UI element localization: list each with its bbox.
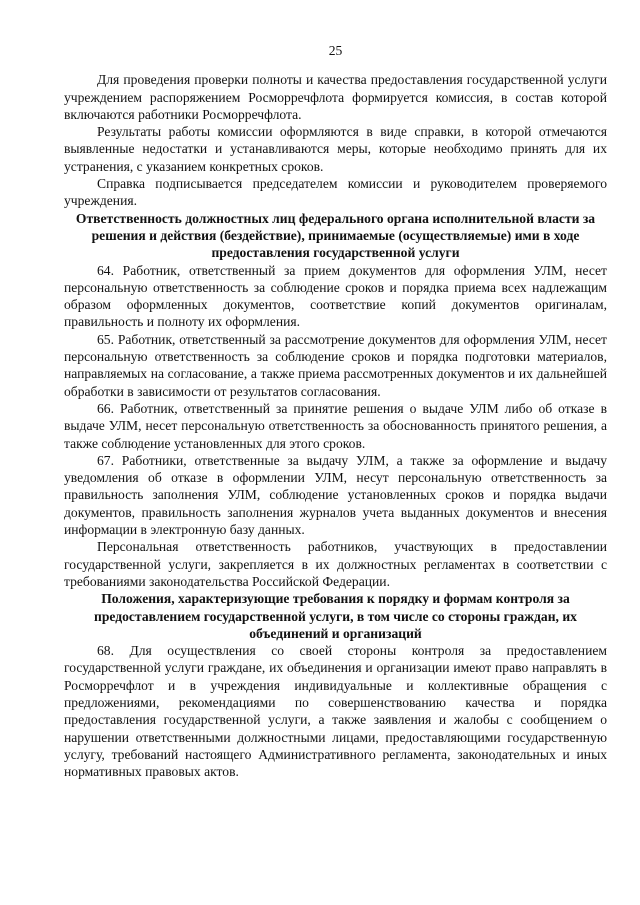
paragraph-personal-responsibility: Персональная ответственность работников, участвующих в предоставлении государственной услуги, закрепляется в их должностных регламентах в соответствии с требованиями законодательства Российской Федерации. <box>64 539 607 589</box>
paragraph-66: 66. Работник, ответственный за принятие решения о выдаче УЛМ либо об отказе в выдаче УЛМ, несет персональную ответственность за обоснованность принятого решения, а также соблюдение установленных для этого сроков. <box>64 400 607 451</box>
page-number: 25 <box>328 43 343 58</box>
paragraph-certificate-signing: Справка подписывается председателем комиссии и руководителем проверяемого учреждения. <box>64 176 607 209</box>
section-heading-responsibility: Ответственность должностных лиц федерального органа исполнительной власти за решения и действия (бездействие), принимаемые (осуществляемые) ими в ходе предоставления государственной услуги <box>75 210 596 261</box>
paragraph-commission-formation: Для проведения проверки полноты и качества предоставления государственной услуги учреждением распоряжением Росморречфлота формируется комиссия, в состав которой включаются работники Росморречфлота. <box>64 72 607 122</box>
paragraph-68: 68. Для осуществления со своей стороны контроля за предоставлением государственной услуги граждане, их объединения и организации имеют право направлять в Росморречфлот и в учреждения индивидуальные и коллективные обращения с предложениями, рекомендациями по совершенствованию качества и порядка предоставления государственной услуги, а также заявления и жалобы с сообщением о нарушении ответственными должностными лицами, предоставляющими государственную услугу, требований настоящего Административного регламента, законодательных и иных нормативных правовых актов. <box>64 643 607 780</box>
paragraph-64: 64. Работник, ответственный за прием документов для оформления УЛМ, несет персональную ответственность за соблюдение сроков и порядка приема всех надлежащим образом оформленных документов, соответствие копий документов оригиналам, правильность и полноту их оформления. <box>64 262 607 330</box>
section-heading-control: Положения, характеризующие требования к порядку и формам контроля за предоставлением государственной услуги, в том числе со стороны граждан, их объединений и организаций <box>94 591 577 641</box>
paragraph-67: 67. Работники, ответственные за выдачу УЛМ, а также за оформление и выдачу уведомления об отказе в оформлении УЛМ, несут персональную ответственность за правильность заполнения УЛМ, соблюдение установленных сроков и порядка выдачи документов, правильность заполнения журналов учета выданных документов и внесения информации в электронную базу данных. <box>64 452 607 538</box>
paragraph-65: 65. Работник, ответственный за рассмотрение документов для оформления УЛМ, несет персональную ответственность за соблюдение сроков и порядка подготовки материалов, направляемых на согласование, а также приема рассмотренных документов и их дальнейшей обработки в зависимости от результатов согласования. <box>64 331 607 399</box>
paragraph-commission-results: Результаты работы комиссии оформляются в виде справки, в которой отмечаются выявленные недостатки и устанавливаются меры, которые необходимо принять для их устранения, с указанием конкретных сроков. <box>64 124 607 174</box>
